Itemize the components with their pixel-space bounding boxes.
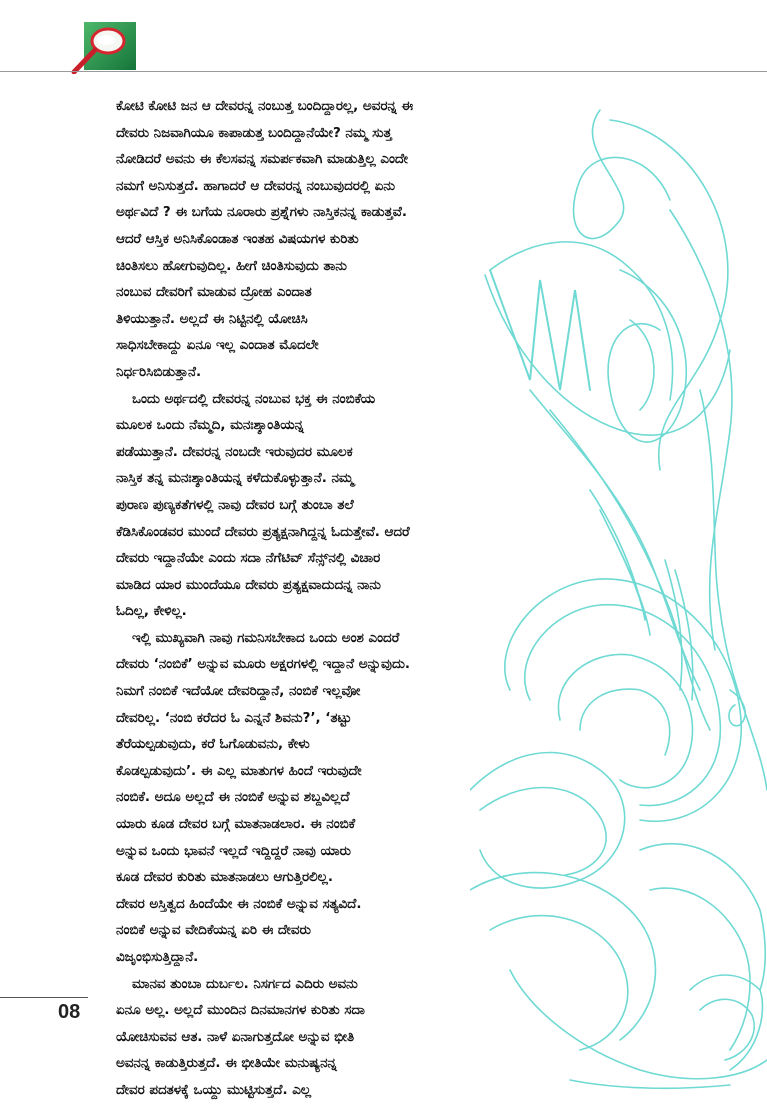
text-line: ನಂಬಿಕೆ ಅನ್ನುವ ವೇದಿಕೆಯನ್ನ ಏರಿ ಈ ದೇವರು bbox=[116, 923, 311, 939]
header-rule bbox=[0, 71, 767, 72]
text-line: ಅರ್ಥವಿದೆ ? ಈ ಬಗೆಯ ನೂರಾರು ಪ್ರಶ್ನೆಗಳು ನಾಸ್ತಿಕನನ್ನ ಕಾಡುತ್ತವೆ. bbox=[116, 205, 407, 221]
text-line: ವಿಜೃಂಭಿಸುತ್ತಿದ್ದಾನೆ. bbox=[116, 950, 199, 965]
magnifier-logo-icon bbox=[70, 22, 136, 74]
text-line: ಯೋಚಿಸುವವ ಆತ. ನಾಳೆ ಏನಾಗುತ್ತದೋ ಅನ್ನುವ ಭೀತಿ bbox=[116, 1029, 355, 1045]
text-line: ಒಂದು ಅರ್ಥದಲ್ಲಿ ದೇವರನ್ನ ನಂಬುವ ಭಕ್ತ ಈ ನಂಬಿಕೆಯ bbox=[132, 391, 376, 407]
text-line: ಮಾನವ ತುಂಬಾ ದುರ್ಬಲ. ನಿಸರ್ಗದ ಎದಿರು ಅವನು bbox=[132, 976, 358, 992]
text-line: ಕೆಡಿಸಿಕೊಂಡವರ ಮುಂದೆ ದೇವರು ಪ್ರತ್ಯಕ್ಷನಾಗಿದ್ದನ್ನ ಓದುತ್ತೇವೆ. ಆದರೆ bbox=[116, 524, 410, 540]
text-line: ಚಿಂತಿಸಲು ಹೋಗುವುದಿಲ್ಲ. ಹೀಗೆ ಚಿಂತಿಸುವುದು ತಾನು bbox=[116, 258, 347, 274]
text-line: ಸಾಧಿಸಬೇಕಾದ್ದು ಏನೂ ಇಲ್ಲ ಎಂದಾತ ಮೊದಲೇ bbox=[116, 338, 319, 354]
text-line: ಮಾಡಿದ ಯಾರ ಮುಂದೆಯೂ ದೇವರು ಪ್ರತ್ಯಕ್ಷವಾದುದನ್ನ ನಾನು bbox=[116, 577, 381, 593]
line-art-illustration-icon bbox=[470, 90, 767, 1093]
text-line: ಇಲ್ಲಿ ಮುಖ್ಯವಾಗಿ ನಾವು ಗಮನಿಸಬೇಕಾದ ಒಂದು ಅಂಶ ಎಂದರೆ bbox=[132, 630, 400, 646]
text-line: ಅನ್ನುವ ಒಂದು ಭಾವನೆ ಇಲ್ಲದೆ ಇದ್ದಿದ್ದರೆ ನಾವು ಯಾರು bbox=[116, 843, 351, 859]
text-line: ತಿಳಿಯುತ್ತಾನೆ. ಅಲ್ಲದೆ ಈ ನಿಟ್ಟಿನಲ್ಲಿ ಯೋಚಿಸಿ bbox=[116, 311, 308, 327]
text-line: ಯಾರು ಕೂಡ ದೇವರ ಬಗ್ಗೆ ಮಾತನಾಡಲಾರ. ಈ ನಂಬಿಕೆ bbox=[116, 817, 356, 833]
text-line: ಕೂಡ ದೇವರ ಕುರಿತು ಮಾತನಾಡಲು ಆಗುತ್ತಿರಲಿಲ್ಲ. bbox=[116, 870, 333, 886]
paragraph-2 bbox=[116, 387, 498, 626]
text-line: ಪುರಾಣ ಪುಣ್ಯಕತೆಗಳಲ್ಲಿ ನಾವು ದೇವರ ಬಗ್ಗೆ ತುಂಬಾ ತಲೆ bbox=[116, 497, 354, 513]
text-line: ಏನೂ ಅಲ್ಲ. ಅಲ್ಲದೆ ಮುಂದಿನ ದಿನಮಾನಗಳ ಕುರಿತು ಸದಾ bbox=[116, 1003, 365, 1019]
text-line: ನಂಬುವ ದೇವರಿಗೆ ಮಾಡುವ ದ್ರೋಹ ಎಂದಾತ bbox=[116, 285, 312, 301]
text-line: ನಿಮಗೆ ನಂಬಿಕೆ ಇದೆಯೋ ದೇವರಿದ್ದಾನೆ, ನಂಬಿಕೆ ಇಲ್ಲವೋ bbox=[116, 684, 361, 700]
text-line: ನಮಗೆ ಅನಿಸುತ್ತದೆ. ಹಾಗಾದರೆ ಆ ದೇವರನ್ನ ನಂಬುವುದರಲ್ಲಿ ಏನು bbox=[116, 178, 395, 194]
text-line: ಮೂಲಕ ಒಂದು ನೆಮ್ಮದಿ, ಮನಃಶ್ಶಾಂತಿಯನ್ನ bbox=[116, 418, 304, 434]
text-line: ನಾಸ್ತಿಕ ತನ್ನ ಮನಃಶ್ಶಾಂತಿಯನ್ನ ಕಳೆದುಕೊಳ್ಳುತ್ತಾನೆ. ನಮ್ಮ bbox=[116, 471, 354, 487]
footer-rule bbox=[0, 997, 88, 998]
paragraph-1 bbox=[116, 94, 498, 387]
text-line: ನಂಬಿಕೆ. ಅದೂ ಅಲ್ಲದೆ ಈ ನಂಬಿಕೆ ಅನ್ನುವ ಶಬ್ದವಿಲ್ಲದೆ bbox=[116, 790, 350, 806]
text-line: ಅವನನ್ನ ಕಾಡುತ್ತಿರುತ್ತದೆ. ಈ ಭೀತಿಯೇ ಮನುಷ್ಯನನ್ನ bbox=[116, 1056, 337, 1072]
text-line: ನೋಡಿದರೆ ಅವನು ಈ ಕೆಲಸವನ್ನ ಸಮರ್ಪಕವಾಗಿ ಮಾಡುತ್ತಿಲ್ಲ ಎಂದೇ bbox=[116, 152, 408, 168]
text-line: ನಿರ್ಧರಿಸಿಬಿಡುತ್ತಾನೆ. bbox=[116, 364, 202, 380]
article-body bbox=[116, 94, 498, 1105]
paragraph-3 bbox=[116, 626, 498, 972]
text-line: ಪಡೆಯುತ್ತಾನೆ. ದೇವರನ್ನ ನಂಬದೇ ಇರುವುದರ ಮೂಲಕ bbox=[116, 444, 353, 460]
text-line: ದೇವರಿಲ್ಲ. ‘ನಂಬಿ ಕರೆದರ ಓ ಎನ್ನನೆ ಶಿವನು?’, ‘ತಟ್ಟು bbox=[116, 710, 352, 726]
text-line: ತೆರೆಯಲ್ಪಡುವುದು, ಕರೆ ಓಗೊಡುವನು, ಕೇಳು bbox=[116, 737, 310, 753]
text-line: ದೇವರು ನಿಜವಾಗಿಯೂ ಕಾಪಾಡುತ್ತ ಬಂದಿದ್ದಾನೆಯೇ? ನಮ್ಮ ಸುತ್ತ bbox=[116, 125, 392, 141]
text-line: ದೇವರು ‘ನಂಬಿಕೆ’ ಅನ್ನುವ ಮೂರು ಅಕ್ಷರಗಳಲ್ಲಿ ಇದ್ದಾನೆ ಅನ್ನುವುದು. bbox=[116, 657, 410, 673]
page-number: 08 bbox=[58, 1001, 81, 1023]
text-line: ದೇವರು ಇದ್ದಾನೆಯೇ ಎಂದು ಸದಾ ನೆಗೆಟಿವ್ ಸೆನ್ಸ್‌ನಲ್ಲಿ ವಿಚಾರ bbox=[116, 551, 381, 567]
text-line: ದೇವರ ಪದತಳಕ್ಕೆ ಒಯ್ದು ಮುಟ್ಟಿಸುತ್ತದೆ. ಎಲ್ಲ bbox=[116, 1082, 312, 1098]
text-line: ಕೋಟಿ ಕೋಟಿ ಜನ ಆ ದೇವರನ್ನ ನಂಬುತ್ತ ಬಂದಿದ್ದಾರಲ್ಲ, ಅವರನ್ನ ಈ bbox=[116, 99, 413, 114]
text-line: ಕೊಡಲ್ಪಡುವುದು’. ಈ ಎಲ್ಲ ಮಾತುಗಳ ಹಿಂದೆ ಇರುವುದೇ bbox=[116, 763, 362, 779]
paragraph-4 bbox=[116, 972, 498, 1105]
text-line: ಓದಿಲ್ಲ, ಕೇಳಿಲ್ಲ. bbox=[116, 604, 187, 620]
text-line: ದೇವರ ಅಸ್ತಿತ್ವದ ಹಿಂದೆಯೇ ಈ ನಂಬಿಕೆ ಅನ್ನುವ ಸತ್ಯವಿದೆ. bbox=[116, 896, 362, 912]
text-line: ಆದರೆ ಆಸ್ತಿಕ ಅನಿಸಿಕೊಂಡಾತ ಇಂತಹ ವಿಷಯಗಳ ಕುರಿತು bbox=[116, 231, 359, 247]
